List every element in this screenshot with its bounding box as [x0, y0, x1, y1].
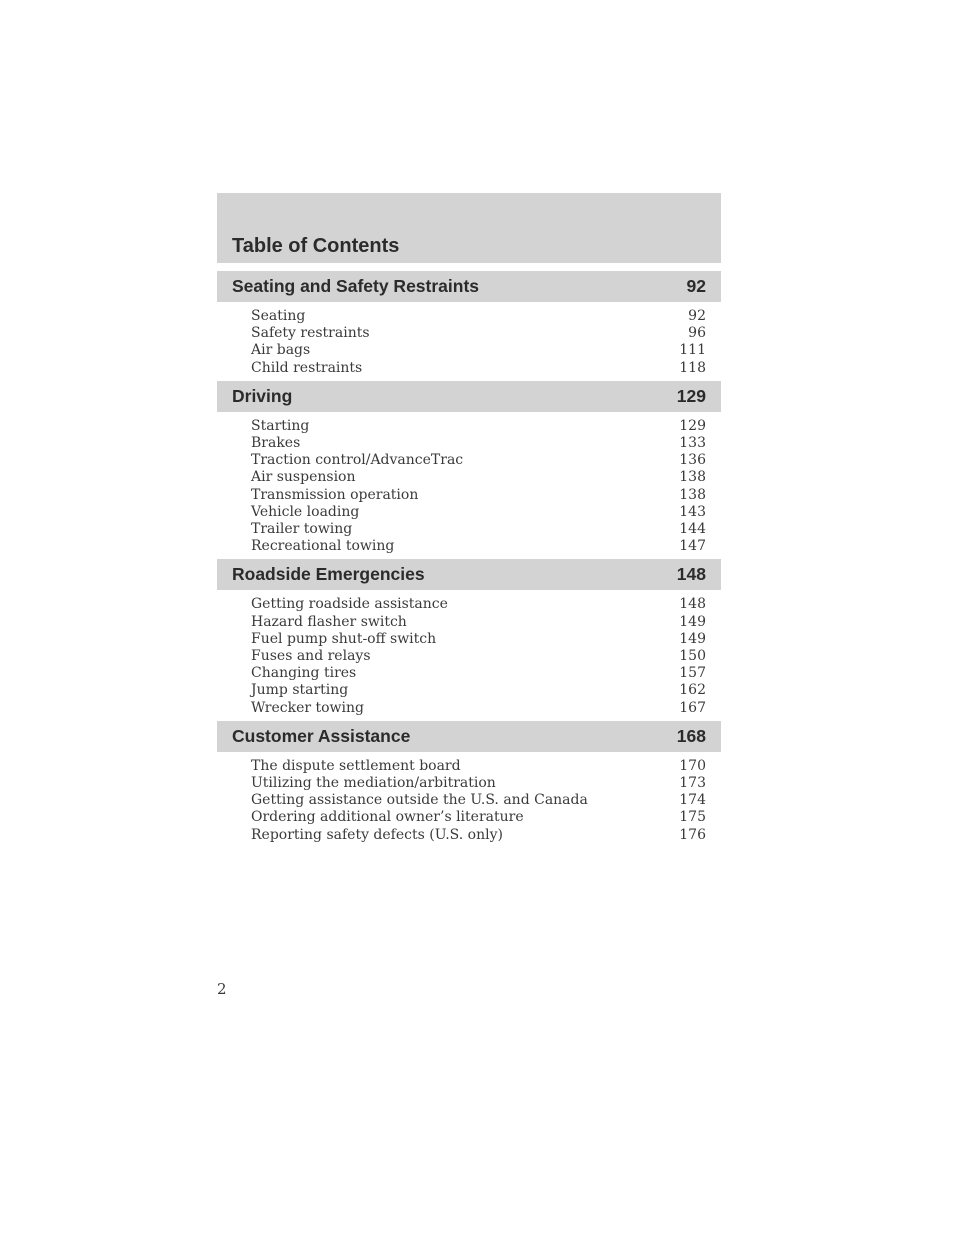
entry-page: 147: [679, 538, 706, 555]
toc-entry[interactable]: [251, 758, 706, 775]
entry-page: 148: [679, 596, 706, 613]
entry-page: 157: [679, 665, 706, 682]
entry-label: Traction control/AdvanceTrac: [251, 452, 464, 469]
table-of-contents: [217, 193, 721, 848]
section-page: 129: [676, 385, 706, 406]
entry-label: Utilizing the mediation/arbitration: [251, 775, 496, 792]
toc-entry[interactable]: [251, 418, 706, 435]
toc-sections: [217, 271, 721, 848]
toc-entry[interactable]: [251, 682, 706, 699]
page-number: 2: [217, 980, 227, 998]
entry-page: 175: [679, 809, 706, 826]
toc-entry[interactable]: [251, 827, 706, 844]
toc-title: Table of Contents: [232, 235, 400, 257]
toc-entry[interactable]: [251, 631, 706, 648]
entry-page: 136: [679, 452, 706, 469]
toc-entry[interactable]: [251, 775, 706, 792]
section-items: [217, 590, 721, 720]
toc-entry[interactable]: [251, 342, 706, 359]
toc-entry[interactable]: [251, 538, 706, 555]
entry-label: Reporting safety defects (U.S. only): [251, 826, 503, 843]
section-items: [217, 412, 721, 560]
section-heading[interactable]: [217, 721, 721, 752]
entry-page: 174: [679, 792, 706, 809]
section-title: Customer Assistance: [232, 725, 411, 746]
section-title: Driving: [232, 385, 293, 406]
toc-entry[interactable]: [251, 648, 706, 665]
entry-label: Fuses and relays: [251, 648, 371, 665]
toc-entry[interactable]: [251, 360, 706, 377]
section-heading[interactable]: [217, 559, 721, 590]
entry-label: Transmission operation: [251, 486, 419, 503]
toc-entry[interactable]: [251, 452, 706, 469]
entry-label: Fuel pump shut-off switch: [251, 630, 437, 647]
entry-page: 129: [679, 417, 706, 434]
entry-page: 176: [679, 826, 706, 843]
entry-page: 138: [679, 486, 706, 503]
toc-section: [217, 381, 721, 560]
entry-page: 149: [679, 630, 706, 647]
entry-page: 143: [679, 503, 706, 520]
entry-page: 111: [679, 342, 706, 359]
entry-page: 149: [679, 613, 706, 630]
toc-entry[interactable]: [251, 308, 706, 325]
toc-section: [217, 271, 721, 381]
toc-entry[interactable]: [251, 487, 706, 504]
toc-entry[interactable]: [251, 614, 706, 631]
toc-section: [217, 721, 721, 848]
entry-label: Changing tires: [251, 665, 357, 682]
toc-section: [217, 559, 721, 720]
entry-page: 170: [679, 757, 706, 774]
section-items: [217, 752, 721, 848]
entry-label: Jump starting: [251, 682, 349, 699]
entry-label: Vehicle loading: [251, 503, 360, 520]
entry-page: 92: [688, 308, 706, 324]
section-heading[interactable]: [217, 381, 721, 412]
toc-entry[interactable]: [251, 809, 706, 826]
entry-label: Getting roadside assistance: [251, 596, 448, 613]
toc-entry[interactable]: [251, 504, 706, 521]
entry-label: Brakes: [251, 435, 301, 452]
entry-page: 138: [679, 469, 706, 486]
toc-entry[interactable]: [251, 700, 706, 717]
entry-label: Child restraints: [251, 359, 363, 376]
section-page: 92: [686, 276, 706, 296]
entry-page: 144: [679, 521, 706, 538]
toc-entry[interactable]: [251, 665, 706, 682]
entry-label: Getting assistance outside the U.S. and Canada: [251, 792, 588, 809]
entry-page: 118: [679, 359, 706, 376]
entry-page: 150: [679, 648, 706, 665]
section-page: 148: [676, 564, 706, 585]
entry-label: Recreational towing: [251, 538, 395, 555]
section-heading[interactable]: [217, 271, 721, 302]
entry-label: Air bags: [251, 342, 311, 359]
entry-label: Seating: [251, 308, 306, 324]
entry-label: Trailer towing: [251, 521, 353, 538]
entry-page: 133: [679, 435, 706, 452]
section-page: 168: [676, 725, 706, 746]
toc-entry[interactable]: [251, 469, 706, 486]
entry-label: Air suspension: [251, 469, 356, 486]
entry-label: Hazard flasher switch: [251, 613, 407, 630]
entry-page: 167: [679, 699, 706, 716]
entry-page: 96: [688, 325, 706, 342]
entry-label: Ordering additional owner’s literature: [251, 809, 524, 826]
toc-entry[interactable]: [251, 792, 706, 809]
entry-page: 173: [679, 775, 706, 792]
toc-entry[interactable]: [251, 596, 706, 613]
toc-header: [217, 193, 721, 263]
entry-label: The dispute settlement board: [251, 757, 461, 774]
entry-label: Safety restraints: [251, 325, 370, 342]
section-title: Roadside Emergencies: [232, 564, 425, 585]
toc-entry[interactable]: [251, 435, 706, 452]
toc-entry[interactable]: [251, 521, 706, 538]
entry-label: Starting: [251, 417, 310, 434]
entry-page: 162: [679, 682, 706, 699]
toc-entry[interactable]: [251, 325, 706, 342]
section-items: [217, 302, 721, 381]
entry-label: Wrecker towing: [251, 699, 364, 716]
section-title: Seating and Safety Restraints: [232, 276, 480, 296]
